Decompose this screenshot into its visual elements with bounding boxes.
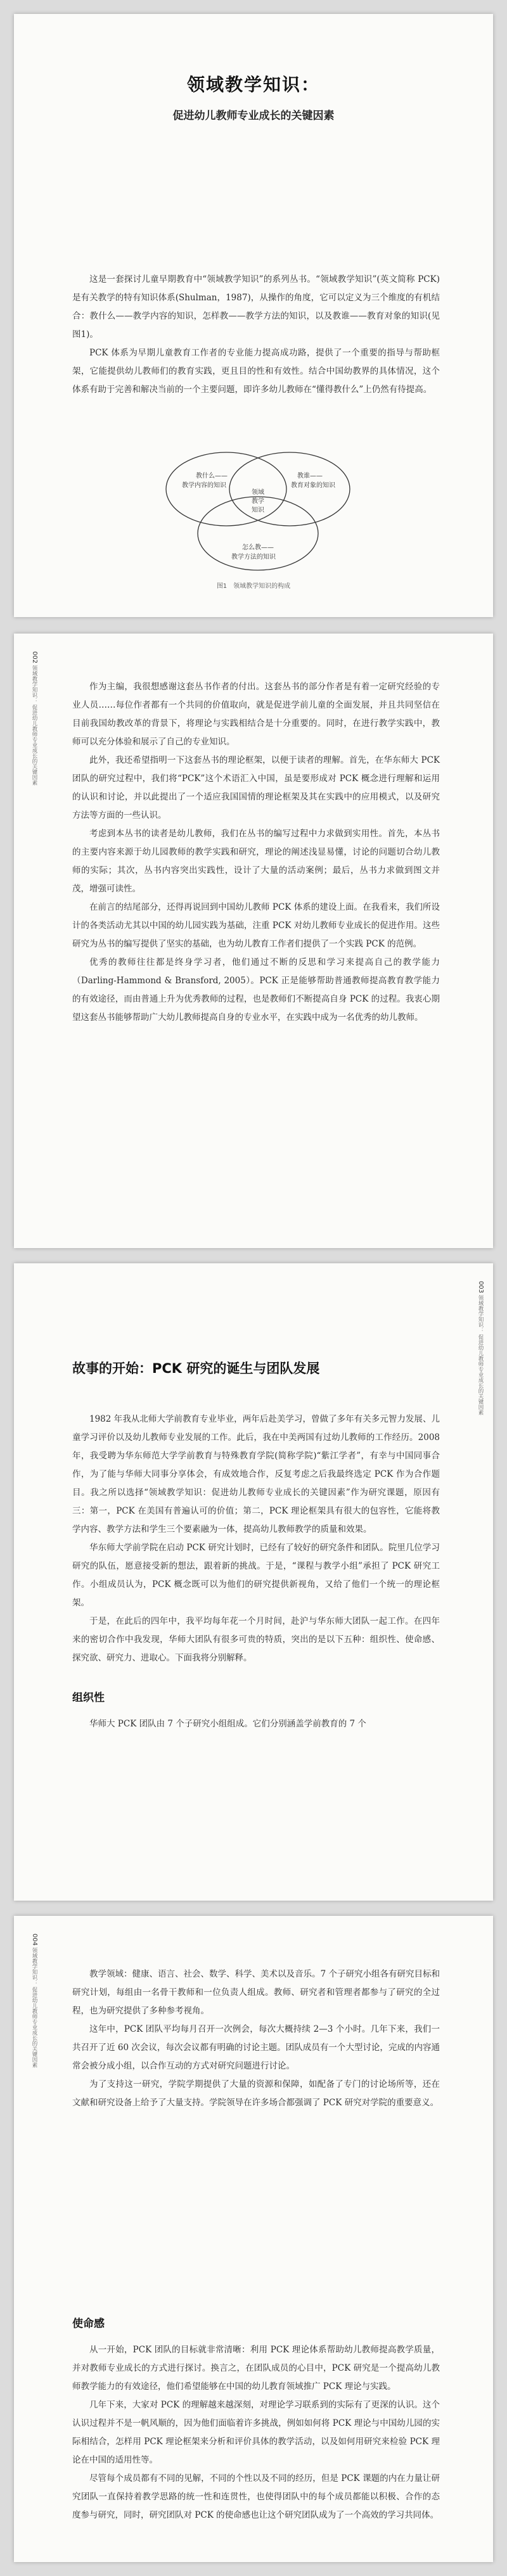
figure-caption: 图1 领域教学知识的构成 xyxy=(216,583,291,590)
venn-label-right-1: 教谁—— xyxy=(297,473,323,480)
running-header-line-2: 促进幼儿教师专业成长的关键因素 xyxy=(477,1334,484,1415)
title-block xyxy=(14,71,493,122)
paragraph: 在前言的结尾部分，还得再说回到中国幼儿教师 PCK 体系的建设上面。在我看来，我们所设计的各类活动尤其以中国的幼儿园实践为基础，注重 PCK 对幼儿教师专业成长的促进作用。这些研究为丛书的编写提供了坚实的基础，也为幼儿教育工作者们提供了一个实践 PCK 的范例。 xyxy=(72,902,440,949)
paragraph: 教学领域：健康、语言、社会、数学、科学、美术以及音乐。7 个子研究小组各有研究目标和研究计划，每组由一名骨干教师和一位负责人组成。教师、研究者和管理者都参与了研究的全过程，也为研究提供了多种参考视角。 xyxy=(72,1969,440,2016)
page-4-body-bottom xyxy=(72,2315,440,2525)
running-header xyxy=(23,651,38,786)
page-1 xyxy=(14,14,493,617)
paragraph: 优秀的教师往往都是终身学习者，他们通过不断的反思和学习来提高自己的教学能力（Darling-Hammond & Bransford, 2005）。PCK 正是能够帮助普通教师提高教育教学能力的有效途径，而由普通上升为优秀教师的过程，也是教师们不断提高自身 PCK 的过程。我衷心期望这套丛书能够帮助广大幼儿教师提高自身的专业水平，在实践中成为一名优秀的幼儿教师。 xyxy=(72,957,440,1023)
venn-label-bottom-1: 怎么教—— xyxy=(242,544,274,551)
page-number: 003 xyxy=(477,1281,484,1294)
pck-venn-diagram xyxy=(157,445,359,571)
venn-center-3: 知识 xyxy=(252,507,264,514)
paragraph: 这是一套探讨儿童早期教育中“领域教学知识”的系列丛书。“领域教学知识”(英文简称 PCK)是有关教学的特有知识体系(Shulman，1987)，从操作的角度，它可以定义为三个维度的有机结合：教什么——教学内容的知识，怎样教——教学方法的知识，以及教谁——教育对象的知识(见图1)。 xyxy=(72,274,440,340)
venn-circle-content xyxy=(166,452,286,526)
page-number: 002 xyxy=(31,651,38,664)
page-2 xyxy=(14,634,493,1248)
venn-circle-learners xyxy=(229,452,350,526)
subsection-heading: 组织性 xyxy=(72,1692,105,1704)
running-header xyxy=(23,1934,38,2068)
paragraph: 作为主编，我很想感谢这套丛书作者的付出。这套丛书的部分作者是有着一定研究经验的专业人员……每位作者都有一个共同的价值取向，就是促进学前儿童的全面发展，并且共同坚信在目前我国幼教改革的背景下，将理论与实践相结合是十分重要的。同时，在进行教学实践中，教师可以充分体验和展示了自己的专业知识。 xyxy=(72,682,440,747)
running-header xyxy=(469,1281,484,1415)
paragraph: 从一开始，PCK 团队的目标就非常清晰：利用 PCK 理论体系帮助幼儿教师提高教学质量，并对教师专业成长的方式进行探讨。换言之，在团队成员的心目中，PCK 研究是一个提高幼儿教师教学能力的有效途径，他们希望能够在中国的幼儿教育领域推广 PCK 理论与实践。 xyxy=(72,2345,440,2392)
paragraph: PCK 体系为早期儿童教育工作者的专业能力提高成功路，提供了一个重要的指导与帮助框架，它能提供幼儿教师们的教育实践，更且目的性和有效性。结合中国幼教界的具体情况，这个体系有助于完善和解决当前的一个主要问题，即许多幼儿教师在“懂得教什么”上仍然有待提高。 xyxy=(72,348,440,395)
running-header-line-1: 领域教学知识： xyxy=(477,1294,484,1333)
paragraph: 几年下来，大家对 PCK 的理解越来越深刻，对理论学习联系到的实际有了更深的认识。这个认识过程并不是一帆风顺的，因为他们面临着许多挑战，例如如何将 PCK 理论与中国幼儿园的实际相结合，怎样用 PCK 理论框架来分析和评价具体的教学活动，以及如何用研究来检验 PCK 理论在中国的适用性等。 xyxy=(72,2400,440,2465)
venn-label-left-1: 教什么—— xyxy=(196,473,228,480)
running-header-line-2: 促进幼儿教师专业成长的关键因素 xyxy=(31,1987,37,2068)
venn-label-right-2: 教育对象的知识 xyxy=(291,482,335,489)
page-4 xyxy=(14,1916,493,2562)
page-3-body xyxy=(72,1410,440,1733)
paragraph: 此外，我还希望指明一下这套丛书的理论框架，以便于读者的理解。首先，在华东师大 PCK 团队的研究过程中，我们将“PCK”这个术语汇入中国，虽是要形成对 PCK 概念进行理解和运用的认识和讨论，并以此提出了一个适应我国国情的理论框架及其在实践中的应用模式，以及研究方法等方面的一些认识。 xyxy=(72,755,440,820)
paragraph: 尽管每个成员都有不同的见解，不同的个性以及不同的经历，但是 PCK 课题的内在力量让研究团队一直保持着教学思路的统一性和连贯性，也使得团队中的每个成员都能以积极、合作的态度参与研究，同时，研究团队对 PCK 的使命感也让这个研究团队成为了一个高效的学习共同体。 xyxy=(72,2473,440,2520)
running-header-line-1: 领域教学知识： xyxy=(31,1947,37,1986)
page-4-body-top xyxy=(72,1965,440,2112)
venn-center-2: 教学 xyxy=(252,498,264,505)
paragraph: 为了支持这一研究，学院学期提供了大量的资源和保障，如配备了专门的讨论场所等，还在文献和研究设备上给予了大量支持。学院领导在许多场合都强调了 PCK 研究对学院的重要意义。 xyxy=(72,2079,440,2108)
venn-label-left-2: 教学内容的知识 xyxy=(182,482,226,489)
page-number: 004 xyxy=(31,1934,38,1946)
paragraph: 于是，在此后的四年中，我平均每年花一个月时间，赴沪与华东师大团队一起工作。在四年来的密切合作中我发现，华师大团队有很多可贵的特质，突出的是以下五种：组织性、使命感、探究欲、研究力、进取心。下面我将分别解释。 xyxy=(72,1616,440,1663)
paragraph: 华东师大学前学院在启动 PCK 研究计划时，已经有了较好的研究条件和团队。院里几位学习研究的队伍，愿意接受新的想法，跟着新的挑战。于是，“课程与教学小组”承担了 PCK 研究工作。小组成员认为，PCK 概念既可以为他们的研究提供新视角，又给了他们一个统一的理论框架。 xyxy=(72,1543,440,1608)
section-title: 故事的开始：PCK 研究的诞生与团队发展 xyxy=(72,1361,320,1376)
paragraph: 考虑到本丛书的读者是幼儿教师，我们在丛书的编写过程中力求做到实用性。首先，本丛书的主要内容来源于幼儿园教师的教学实践和研究，理论的阐述浅显易懂，讨论的问题切合幼儿教师的实际；其次，丛书内容突出实践性，设计了大量的活动案例；最后，丛书力求做到图文并茂，增强可读性。 xyxy=(72,829,440,894)
paragraph: 1982 年我从北师大学前教育专业毕业，两年后赴美学习，曾做了多年有关多元智力发展、儿童学习评价以及幼儿教师专业发展的工作。此后，我在中美两国有过幼儿教师的工作经历。2008 年，我受聘为华东师范大学学前教育与特殊教育学院(简称学院)“紫江学者”，有幸与中国同事合作，为了能与华师大同事分享体会，有成效地合作，反复考虑之后我最终选定 PCK 作为合作题目。我之所以选择“领域教学知识：促进幼儿教师专业成长的关键因素”作为研究课题，原因有三：第一，PCK 在美国有普遍认可的价值；第二，PCK 理论框架具有很大的包容性，它能将教学内容、教学方法和学生三个要素融为一体，提高幼儿教师教学的质量和效果。 xyxy=(72,1414,440,1534)
page-2-body xyxy=(72,678,440,1027)
subsection-heading: 使命感 xyxy=(72,2318,105,2330)
book-subtitle: 促进幼儿教师专业成长的关键因素 xyxy=(172,110,335,122)
running-header-line-1: 领域教学知识： xyxy=(31,665,37,703)
paragraph: 这年中，PCK 团队平均每月召开一次例会，每次大概持续 2—3 个小时。几年下来，我们一共召开了近 60 次会议，每次会议都有明确的讨论主题。团队成员有一个大型讨论，完成的内容通常会被分成小组，以合作互动的方式对研究问题进行讨论。 xyxy=(72,2024,440,2071)
paragraph: 华师大 PCK 团队由 7 个子研究小组组成。它们分别涵盖学前教育的 7 个 xyxy=(89,1719,366,1729)
page-1-body xyxy=(72,271,440,399)
book-title: 领域教学知识： xyxy=(186,74,320,95)
running-header-line-2: 促进幼儿教师专业成长的关键因素 xyxy=(31,705,37,786)
venn-center-1: 领域 xyxy=(252,489,264,496)
page-3 xyxy=(14,1263,493,1901)
venn-label-bottom-2: 教学方法的知识 xyxy=(231,554,276,561)
